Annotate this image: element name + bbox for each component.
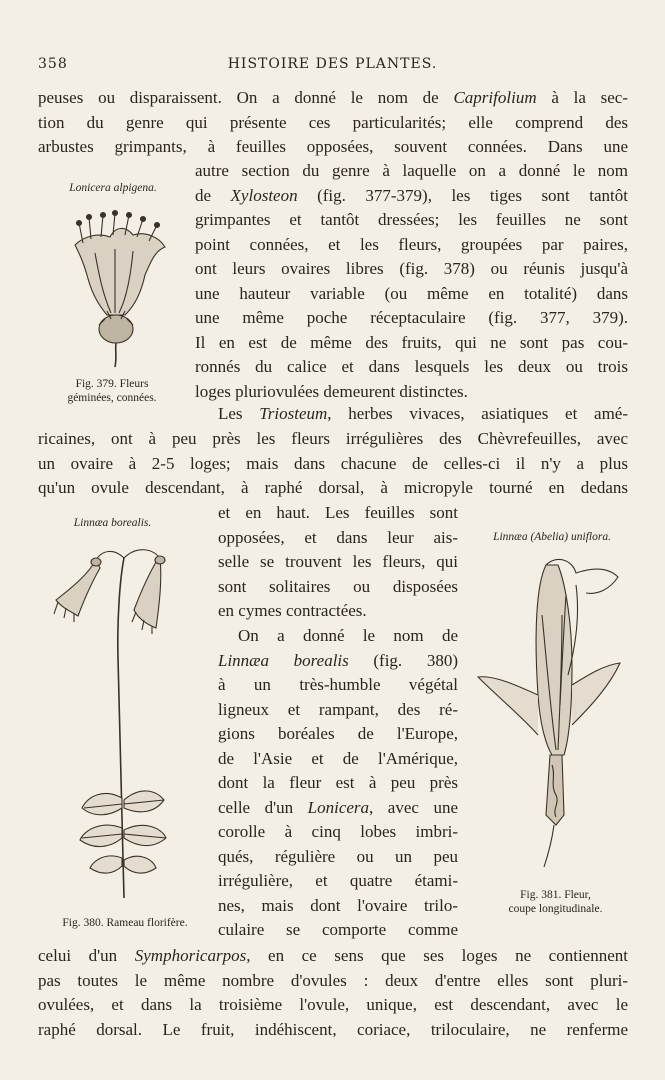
caption-line: Fig. 379. Fleurs <box>75 378 149 390</box>
text-line: nes, mais dont l'ovaire trilo- <box>218 895 458 915</box>
paragraph-1-beside-figure <box>195 159 628 404</box>
figure-381-label: Linnæa (Abelia) uniflora. <box>493 531 611 543</box>
text-line: qu'un ovule descendant, à raphé dorsal, à micropyle tourné en dedans <box>38 478 628 497</box>
text-line: tion du genre qui présente ces particularités; elle comprend des <box>38 112 628 132</box>
text-line: Linnæa borealis (fig. 380) <box>218 650 458 670</box>
text-line: arbustes grimpants, à feuilles opposées, souvent connées. Dans une <box>38 137 628 156</box>
text-line: de Xylosteon (fig. 377-379), les tiges sont tantôt <box>195 185 628 205</box>
text-line: Il en est de même des fruits, qui ne sont pas cou- <box>195 332 628 352</box>
text-line: peuses ou disparaissent. On a donné le nom de Caprifolium à la sec- <box>38 88 628 107</box>
paragraph-2-middle <box>218 501 458 624</box>
text-line: culaire se comporte comme <box>218 920 458 939</box>
caption-line: Fig. 381. Fleur, <box>520 889 591 901</box>
text-line: à un très-humble végétal <box>218 675 458 694</box>
caption-line: coupe longitudinale. <box>508 903 603 915</box>
paragraph-3-middle <box>218 624 458 943</box>
text-line: Les Triosteum, herbes vivaces, asiatiques et amé- <box>218 404 629 423</box>
text-line: ricaines, ont à peu près les fleurs irrégulières des Chèvrefeuilles, avec <box>38 429 628 448</box>
paragraph-2-full <box>38 427 628 501</box>
text-line: raphé dorsal. Le fruit, indéhiscent, coriace, triloculaire, ne renferme <box>38 1019 628 1039</box>
figure-379-label: Lonicera alpigena. <box>69 182 157 194</box>
text-line: un ovaire à 2-5 loges; mais dans chacune de celles-ci il n'y a plus <box>38 453 628 473</box>
text-line: dont la fleur est à peu près <box>218 773 458 792</box>
text-line: de l'Asie et de l'Amérique, <box>218 748 458 768</box>
text-line: une même poche réceptaculaire (fig. 377, 379). <box>195 308 628 327</box>
paragraph-3-full <box>38 944 628 1042</box>
figure-379-illustration <box>55 205 175 370</box>
running-title: HISTOIRE DES PLANTES. <box>227 56 438 72</box>
page-number: 358 <box>38 56 68 72</box>
text-line: point connées, et les fleurs, groupées par paires, <box>195 234 628 254</box>
text-line: selle se trouvent les fleurs, qui <box>218 552 458 571</box>
figure-380-caption: Fig. 380. Rameau florifère. <box>62 917 188 929</box>
text-line: ovulées, et dans la troisième l'ovule, unique, est descendant, avec le <box>38 995 628 1014</box>
text-line: On a donné le nom de <box>238 626 458 645</box>
text-line: autre section du genre à laquelle on a donné le nom <box>195 161 628 180</box>
text-line: gions boréales de l'Europe, <box>218 724 458 743</box>
figure-381-caption <box>488 888 623 916</box>
text-line: opposées, et dans leur ais- <box>218 527 458 547</box>
text-line: qués, régulière ou un peu <box>218 846 458 866</box>
figure-380-illustration <box>44 538 194 908</box>
figure-381-illustration <box>476 555 626 870</box>
paragraph-2-first-line <box>218 402 628 427</box>
text-line: ligneux et rampant, des ré- <box>218 699 458 719</box>
text-line: ronnés du calice et dans lesquels les deux ou trois <box>195 357 628 376</box>
figure-379-caption <box>42 377 182 405</box>
text-line: corolle à cinq lobes imbri- <box>218 822 458 841</box>
text-line: irrégulière, et quatre étami- <box>218 871 458 890</box>
caption-line: géminées, connées. <box>67 392 157 404</box>
text-line: grimpantes et tantôt dressées; les feuilles ne sont <box>195 210 628 229</box>
running-header <box>38 56 627 78</box>
text-line: sont solitaires ou disposées <box>218 576 458 596</box>
text-line: ont leurs ovaires libres (fig. 378) ou réunis jusqu'à <box>195 259 628 278</box>
text-line: une hauteur variable (ou même en totalité) dans <box>195 283 628 303</box>
text-line: celui d'un Symphoricarpos, en ce sens que ses loges ne contiennent <box>38 946 628 965</box>
text-line: et en haut. Les feuilles sont <box>218 503 458 522</box>
figure-380-label: Linnæa borealis. <box>73 517 152 529</box>
paragraph-1-full <box>38 86 628 160</box>
text-line: celle d'un Lonicera, avec une <box>218 797 458 817</box>
text-line: loges pluriovulées demeurent distinctes. <box>195 381 468 401</box>
text-line: en cymes contractées. <box>218 601 367 620</box>
text-line: pas toutes le même nombre d'ovules : deux d'entre elles sont pluri- <box>38 970 628 990</box>
